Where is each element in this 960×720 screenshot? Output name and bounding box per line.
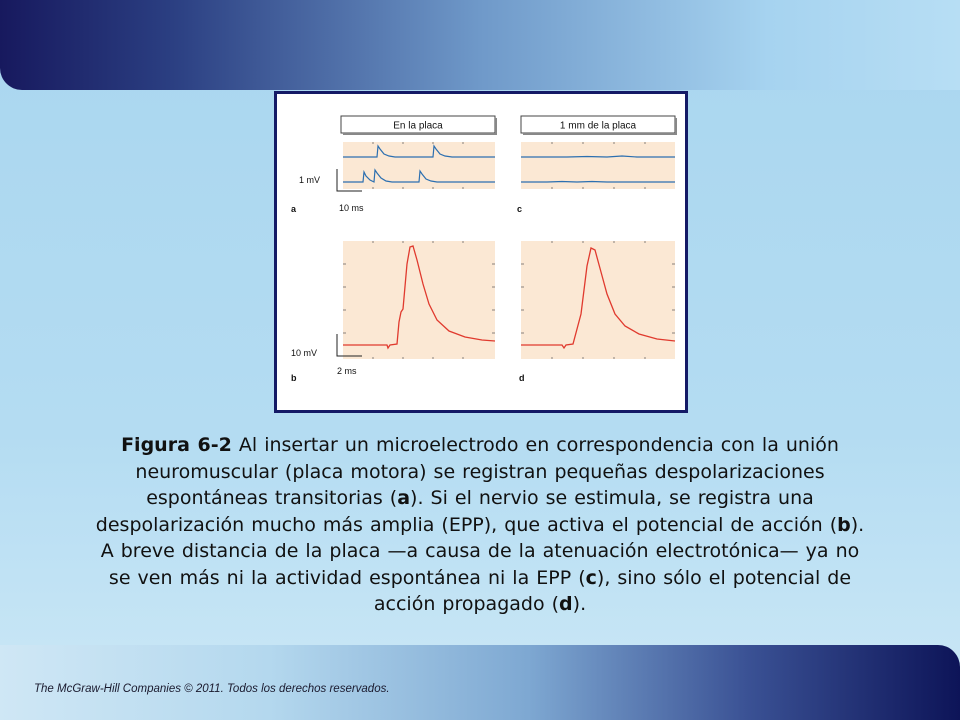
caption-label: Figura 6-2 [121,434,232,456]
figure-caption [92,432,868,618]
caption-text-5: ). [572,593,587,615]
caption-ref-a: a [397,487,411,509]
caption-ref-b: b [837,513,851,536]
copyright-footer: The McGraw-Hill Companies © 2011. Todos los derechos reservados. [34,683,390,695]
caption-ref-d: d [559,593,573,615]
caption-ref-c: c [585,566,597,589]
trace-c-lower [521,182,675,183]
panel-c-label: c [517,204,523,214]
caption-text-3: ). A breve distancia de la placa —a causa de la atenuación electrotónica— ya no se ven más ni la actividad espontánea ni la EPP ( [100,513,865,589]
scale-b-voltage: 10 mV [291,348,318,358]
header-left-label: En la placa [393,120,443,132]
scale-a-time: 10 ms [339,203,364,213]
header-right-label: 1 mm de la placa [559,120,637,132]
caption-text-4: ), sino sólo el potencial de acción propagado ( [373,566,852,615]
panel-a-label: a [291,204,297,214]
panel-b-plot [343,241,495,359]
scale-b-time: 2 ms [337,366,357,376]
figure-diagram [277,94,685,410]
caption-text-1: Al insertar un microelectrodo en correspondencia con la unión neuromuscular (placa motora) se registran pequeñas despolarizaciones espontáneas transitorias ( [135,434,839,509]
panel-c [517,142,675,214]
panel-b [291,241,495,383]
caption-text-2: ). Si el nervio se estimula, se registra una despolarización mucho más amplia (EPP), que activa el potencial de acción ( [95,487,838,536]
panel-a [291,142,495,214]
panel-d-label: d [519,373,525,383]
figure-6-2 [274,91,688,413]
top-gradient-band [0,0,960,90]
panel-d [519,241,675,383]
panel-b-label: b [291,373,297,383]
scale-a-voltage: 1 mV [299,175,321,185]
